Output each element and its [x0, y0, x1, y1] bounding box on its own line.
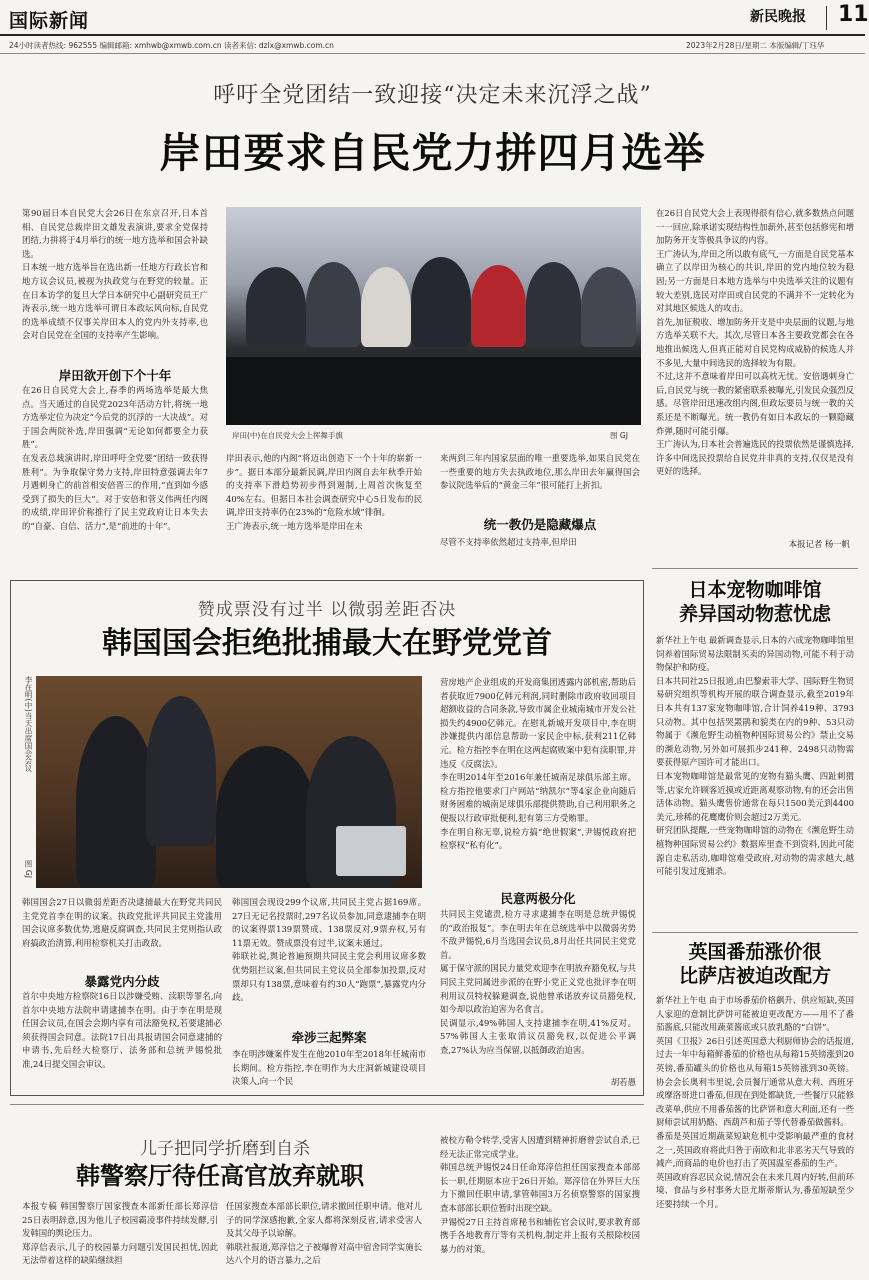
- story2-photo: [36, 676, 422, 888]
- story2-col3b: 共同民主党谴责,检方寻求逮捕李在明是总统尹锡悦的“政治报复”。李在明去年在总统选举中以微弱劣势不敌尹锡悦,6月当选国会议员,8月出任共同民主党党首。 属于保守派的国民力量党欢迎李在明放弃豁免权,与共同民主党同属进步派的在野小党正义党也批评李在明利用议员特权躲避调查,说他曾承诺放弃议员豁免权,如今却以政治迫害为名食言。 民调显示,49%韩国人支持逮捕李在明,41%反对。57%韩国人主张取消议员豁免权,以促进公平调查,27%认为应当保留,以抵御政治迫害。: [440, 909, 636, 1055]
- story5-col2: 任国家搜查本部部长职位,请求撤回任职申请。他对儿子的同学深感抱歉,全家人都将深刻反省,请求受害人及其父母予以谅解。 韩联社报道,郑淳信之子被爆曾对高中宿舍同学实施长达八个月的语言暴力,之后: [226, 1201, 422, 1266]
- story1-col3: 来两到三年内国家层面的唯一重要选举,如果自民党在一些重要的地方失去执政地位,那么岸田去年赢得国会参议院选举后的“黄金三年”很可能打上折扣。: [440, 453, 640, 491]
- newspaper-name: 新民晚报: [750, 9, 806, 25]
- story2-photo-caption: 李在明(中)当天出席国会会议: [24, 676, 33, 772]
- story1-byline: 本报记者 杨一帆: [788, 539, 850, 549]
- story2-subhead1: 暴露党内分歧: [84, 974, 160, 989]
- story2-kicker: 赞成票没有过半 以微弱差距否决: [197, 600, 457, 620]
- header-divider: [826, 6, 827, 30]
- story2-photo-credit: 图 GJ: [24, 860, 33, 878]
- story2-subhead3: 民意两极分化: [500, 891, 576, 906]
- story1-col1: 第90届日本自民党大会26日在东京召开,日本首相、自民党总裁岸田文雄发表演讲,要求全党保持团结,力拼将于4月举行的统一地方选举和国会补缺选。 日本统一地方选举旨在选出新一任地方行政长官和地方议会议员,被视为执政党与在野党的较量。正在日本访学的复旦大学日本研究中心副研究员王广涛表示,统一地方选举可谓日本政坛风向标,自民党的选举成绩不仅事关岸田本人的党内外支持率,也会对自民党在全国的支持率产生影响。: [22, 208, 208, 341]
- story5-headline: 韩警察厅待任高官放弃就职: [76, 1162, 364, 1190]
- story2-col2: 韩国国会现设299个议席,共同民主党占据169席。27日无记名投票时,297名议员参加,同意逮捕李在明的议案得票139票赞成、138票反对,9票弃权,另有11票无效。赞成票没有过半,议案未通过。 韩联社说,舆论普遍预期共同民主党会利用议席多数优势阻拦议案,但共同民主党议员全部参加投票,反对票却只有138票,意味着有约30人“跑票”,暴露党内分歧。: [232, 897, 426, 1003]
- story1-photo-caption: 岸田(中)在自民党大会上挥舞手旗: [232, 431, 343, 440]
- date-editor-line: 2023年2月28日/星期二 本版编辑/丁珏华: [686, 41, 825, 50]
- story4-headline: 英国番茄涨价很 比萨店被迫改配方: [678, 941, 831, 987]
- section-title: 国际新闻: [9, 10, 90, 32]
- story2-subhead2: 牵涉三起弊案: [291, 1030, 367, 1045]
- story3-body: 新华社上午电 最新调查显示,日本的六成宠物咖啡馆里饲养着国际贸易法限制买卖的异国动物,可能不利于动物保护和防疫。 日本共同社25日报道,由巴黎索菲大学、国际野生物贸易研究组织等机构开展的联合调查显示,截至2019年日本共有137家宠物咖啡馆,合计饲养419种、3793只动物。其中包括哭罴鹃和貌类在内的9种、53只动物属于《濒危野生动植物种国际贸易公约》禁止交易的濒危动物,另外如可展抓步241种、2498只动物需要获得原产国许可才能出口。 日本宠物咖啡馆是最常见的宠物有猫头鹰、四趾刺猬等,店家允许顾客近摸或近距离观察动物,有的还会出售活体动物。猫头鹰售价通常在每只1500美元到4400美元,珍稀的花鹰鹰价则会超过2万美元。 研究团队提醒,一些宠物咖啡馆的动物在《濒危野生动植物种国际贸易公约》数据库里查不到资料,因此可能源自走私活动,咖啡馆难受政府,对动物的需求越大,越可能引发过度捕杀。: [656, 635, 854, 877]
- story2-headline: 韩国国会拒绝批捕最大在野党党首: [102, 626, 552, 661]
- page-number: 11: [838, 2, 869, 27]
- story1-photo-credit: 图 GJ: [610, 431, 628, 440]
- story5-col3: 被校方勒令转学,受害人因遭到精神折磨曾尝试自杀,已经无法正常完成学业。 韩国总统尹锡悦24日任命郑淳信担任国家搜查本部部长一职,任期原本应于26日开始。郑淳信在外界巨大压力下撤回任职申请,掌管韩国3万名侦察警察的国家搜查本部部长职位暂时出现空缺。 尹锡悦27日主持首席秘书和辅佐官会议时,要求教育部携手各地教育厅等有关机构,制定并上报有关根除校园暴力的对策。: [440, 1135, 640, 1254]
- page-header: [0, 0, 865, 36]
- story1-subhead2: 统一教仍是隐藏爆点: [483, 517, 597, 532]
- story1-kicker: 呼吁全党团结一致迎接“决定未来沉浮之战”: [213, 83, 652, 108]
- rule: [652, 932, 858, 933]
- story5-col1: 本报专稿 韩国警察厅国家搜查本部新任部长郑淳信25日表明辞意,因为他儿子校园霸凌事件持续发酵,引发韩国的舆论压力。 郑淳信表示,儿子的校园暴力问题引发国民担忧,因此无法带着这样的缺陷继续担: [22, 1201, 218, 1266]
- story5-kicker: 儿子把同学折磨到自杀: [140, 1139, 310, 1159]
- story1-col2: 岸田表示,他的内阁“将迈出创造下一个十年的崭新一步”。据日本部分最新民调,岸田内阁自去年秋季开始的支持率下滑趋势初步得到遏制,上周首次恢复至40%左右。但据日本社会调查研究中心5日发布的民调,岸田支持率仍在23%的“危险水域”徘徊。 王广涛表示,统一地方选举是岸田在未: [226, 453, 422, 531]
- story4-body: 新华社上午电 由于市场番茄价格飙升、供应短缺,英国人家迎的意制比萨饼可能被迫更改配方——用不了番茄酱底,只能改用蔬菜酱底或只放乳酪的“白饼”。 英国《卫报》26日引述英国意大利厨师协会的话报道,过去一年中每箱鲜番茄的价格也从每箱15英镑涨到20英镑,番茄罐头的价格也从每箱15英镑涨到30英镑。协会会长奥利韦里说,会员餐厅通常从意大利、西班牙或摩洛哥进口番茄,但现在到处都缺货,一些餐厅只能修改菜单,供应不用番茄酱的比萨饼和意大利面,还有一些厨师尝试用奶酪、西葫芦和茄子等代替番茄做酱料。 番茄是英国近期蔬菜短缺危机中受影响最严重的食材之一,英国政府将此归咎于南欧和北非恶劣天气导致的减产,而商品的电价也打击了英国温室番茄的生产。 英国政府容忍民众说,情况会在未来几周内好转,但前环境、食品与乡村事务大臣尤斯蒂斯认为,番茄短缺至少还要持续一个月。: [656, 995, 854, 1209]
- contact-line: 24小时读者热线: 962555 编辑邮箱: xmhwb@xmwb.com.cn 读者来信: dzlx@xmwb.com.cn: [9, 41, 334, 50]
- story2-byline: 胡若愚: [610, 1077, 636, 1087]
- rule: [10, 1104, 644, 1105]
- story2-col1: 韩国国会27日以微弱差距否决逮捕最大在野党共同民主党党首李在明的议案。执政党批评共同民主党滥用国会议席多数优势,逃避反腐调查,共同民主党则指认政府搞政治清算,利用检察机关打击政敌。: [22, 897, 222, 948]
- story1-photo: [226, 207, 641, 425]
- story2-col3: 营房地产企业组成的开发商集团透露内部机密,帮助后者获取近7900亿韩元利润,同时删除市政府收回项目超额收益的合同条款,导致市属企业城南城市开发公社损失约4900亿韩元。在慰礼新城开发项目中,李在明涉嫌提供内部信息帮助一家民企中标,获利211亿韩元。检方指控李在明在这两起腐败案中犯有渎职罪,并违反《反腐法》。 李在明2014年至2016年兼任城南足球俱乐部主席。检方指控他要求门户网站“纳凯尔”等4家企业向随后财务困难的城南足球俱乐部提供赞助,自己利用职务之便报以行政审批便利,犯有第三方受贿罪。 李在明自称无辜,说检方搞“绝世假案”,尹锡悦政府把检察权“私有化”。: [440, 677, 636, 851]
- story1-col1b: 在26日自民党大会上,春季的两场选举是最大焦点。当天通过的自民党2023年活动方针,将统一地方选举定位为决定“今后党的沉浮的一大决战”。对于国会两院补选,岸田强调“无论如何都要全力获胜”。 在发表总裁演讲时,岸田呼吁全党要“团结一致获得胜利”。为争取保守势力支持,岸田特意强调去年7月遇刺身亡的前首相安倍晋三的作用,“直到如今感受到了损失的巨大”。对于安倍和菅义伟两任内阁的成绩,岸田评价称推行了民主党政府让日本失去的“自豪、自信、活力”,是“前进的十年”。: [22, 385, 208, 531]
- story3-headline: 日本宠物咖啡馆 养异国动物惹忧虑: [678, 579, 831, 625]
- header-rule: [0, 53, 865, 54]
- story1-col3b: 尽管不支持率依然超过支持率,但岸田: [440, 537, 577, 547]
- rule: [652, 568, 858, 569]
- story1-subhead1: 岸田欲开创下个十年: [58, 368, 172, 383]
- story1-headline: 岸田要求自民党力拼四月选举: [159, 129, 706, 177]
- story2-col1b: 首尔中央地方检察院16日以涉嫌受贿、渎职等罪名,向首尔中央地方法院申请逮捕李在明。由于李在明是现任国会议员,在国会会期内享有司法豁免权,若要逮捕必须获得国会同意。法院17日出具报请国会同意逮捕的申请书,先后经大检察厅、法务部和总统尹锡悦批准,24日提交国会审议。: [22, 991, 222, 1069]
- story1-col4: 在26日自民党大会上表现得很有信心,就多数热点问题一一回应,除承诺实现结构性加薪外,甚至包括修宪和增加防务开支等极具争议的内容。 王广涛认为,岸田之所以敢有底气,一方面是自民党基本确立了以岸田为核心的共识,岸田的党内地位较为稳固;另一方面是日本地方选举与中央选举关注的议题有较大差别,选民对岸田或自民党的不满并不一定转化为对其地区候选人的攻击。 首先,加征税收、增加防务开支是中央层面的议题,与地方选举关联不大。其次,尽管日本各主要政党都会在各地推出候选人,但真正能对自民党构成威胁的候选人并不多见,大量中间选民的选择较为有限。 不过,这并不意味着岸田可以高枕无忧。安倍遇刺身亡后,自民党与统一教的紧密联系被曝光,引发民众强烈反感。尽管岸田迅速改组内阁,但政坛要员与统一教的关系还是不断曝光。统一教仍有如日本政坛的一颗隐藏炸弹,随时可能引爆。 王广涛认为,日本社会普遍选民的投票依然是谨慎选择,许多中间选民投票给自民党并非真的支持,仅仅是没有更好的选择。: [656, 208, 854, 477]
- story2-col2b: 李在明涉嫌案件发生在他2010年至2018年任城南市长期间。检方指控,李在明作为大庄洞新城建设项目决策人,向一个民: [232, 1049, 426, 1087]
